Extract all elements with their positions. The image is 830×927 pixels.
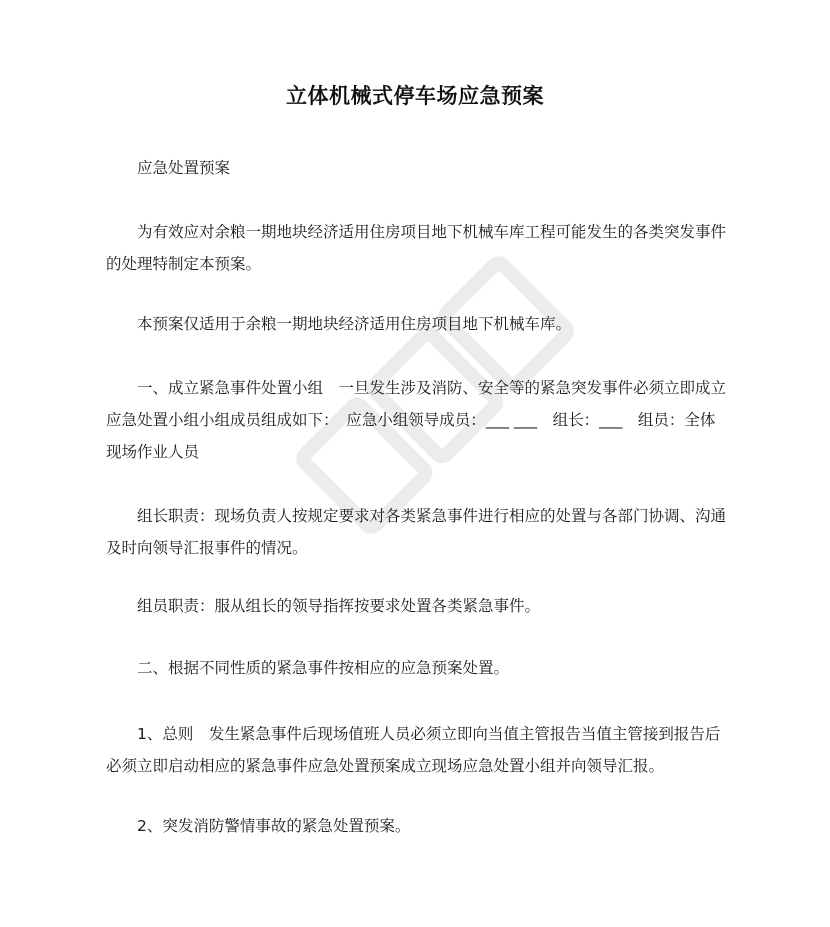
paragraph-section-two: 二、根据不同性质的紧急事件按相应的应急预案处置。 (137, 659, 510, 677)
paragraph-heading-plan: 应急处置预案 (137, 159, 231, 177)
document-title: 立体机械式停车场应急预案 (286, 84, 544, 108)
paragraph-scope: 本预案仅适用于余粮一期地块经济适用住房项目地下机械车库。 (137, 315, 572, 333)
paragraph-leader-duties: 组长职责：现场负责人按规定要求对各类紧急事件进行相应的处置与各部门协调、沟通及时向领导汇报事件的情况。 (106, 507, 727, 557)
paragraph-fire-plan: 2、突发消防警情事故的紧急处置预案。 (137, 817, 411, 835)
paragraph-member-duties: 组员职责：服从组长的领导指挥按要求处置各类紧急事件。 (137, 597, 541, 615)
paragraph-section-one: 一、成立紧急事件处置小组 一旦发生涉及消防、安全等的紧急突发事件必须立即成立应急处置小组小组成员组成如下： 应急小组领导成员：___ ___ 组长：___ 组员：全体现场作业人员 (106, 379, 727, 461)
paragraph-purpose: 为有效应对余粮一期地块经济适用住房项目地下机械车库工程可能发生的各类突发事件的处理特制定本预案。 (106, 223, 727, 273)
paragraph-general: 1、总则 发生紧急事件后现场值班人员必须立即向当值主管报告当值主管接到报告后必须立即启动相应的紧急事件应急处置预案成立现场应急处置小组并向领导汇报。 (106, 725, 721, 775)
